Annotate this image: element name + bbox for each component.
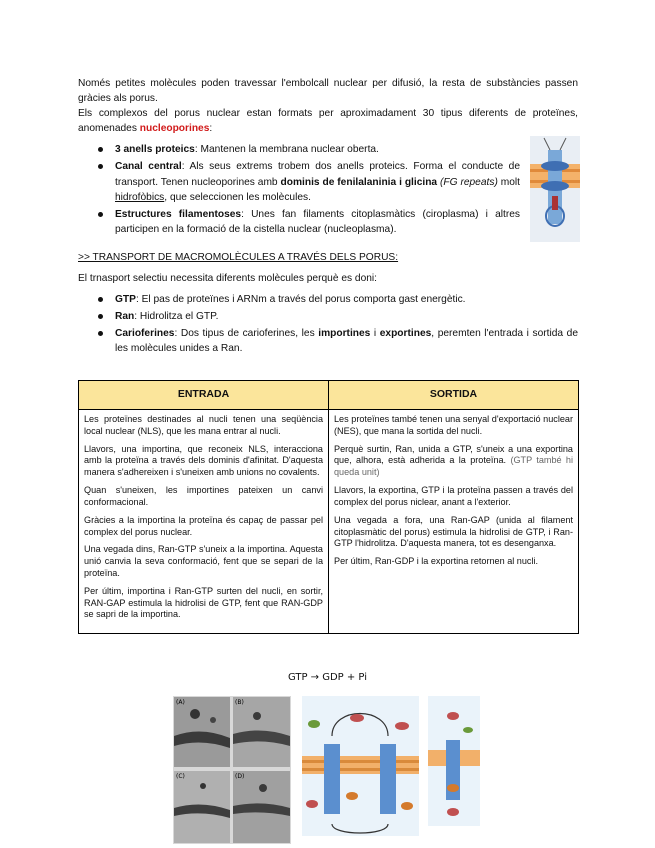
sortida-step: Per últim, Ran-GDP i la exportina retornen al nucli.: [334, 556, 539, 567]
entrada-step: Llavors, una importina, que reconeix NLS, interacciona amb la proteïna a través dels dominis d'afinitat. D'aquesta manera s'adhereixen i s'uneixen amb unions no covalents.: [84, 443, 323, 478]
entrada-step: Les proteïnes destinades al nucli tenen una seqüència local nuclear (NLS), que les mana entrar al nucli.: [84, 414, 323, 436]
list-item: Ran: Hidrolitza el GTP.: [78, 309, 578, 324]
list-item: Carioferines: Dos tipus de carioferines, les importines i exportines, peremten l'entrada i sortida de les molècules unides a Ran.: [78, 326, 578, 356]
ran-cycle-diagram: [302, 696, 419, 836]
list-item: GTP: El pas de proteïnes i ARNm a través del porus comporta gast energètic.: [78, 292, 578, 307]
sortida-step: Una vegada a fora, una Ran-GAP (unida al filament citoplasmàtic del porus) estimula la hidrolisi de GTP, i Ran-GTP l'hidrolitza. D'aquesta manera, tot es desenganxa.: [334, 514, 573, 549]
list-item: Estructures filamentoses: Unes fan filaments citoplasmàtics (ciroplasma) i altres participen en la formació de la cistella nuclear (nucleoplasma).: [78, 207, 520, 237]
header-entrada: ENTRADA: [79, 381, 329, 410]
gtp-formula: GTP → GDP + Pi: [287, 672, 368, 683]
nucleoporines-highlight: nucleoporines: [139, 123, 210, 135]
sortida-step: Perquè surtin, Ran, unida a GTP, s'uneix a una exportina que, alhora, està adherida a la proteïna. (GTP també hi queda unit): [334, 443, 574, 478]
sortida-cell: [329, 410, 579, 634]
header-sortida: SORTIDA: [329, 381, 579, 410]
micrograph-label: (D): [235, 773, 245, 780]
sortida-step: Les proteïnes també tenen una senyal d'exportació nuclear (NES), que mana la sortida del nucli.: [334, 414, 573, 436]
transport-list: [78, 292, 578, 356]
nuclear-pore-figure: [530, 136, 580, 242]
section-intro: El trnasport selectiu necessita diferents molècules perquè es doni:: [78, 273, 377, 285]
list-item: 3 anells proteics: Mantenen la membrana nuclear oberta.: [78, 142, 520, 157]
entrada-step: Gràcies a la importina la proteïna és capaç de passar pel complex del porus nuclear.: [84, 514, 323, 537]
micrograph-label: (C): [176, 773, 185, 780]
micrograph-label: (B): [235, 699, 244, 706]
nucleoporines-paragraph: Els complexos del porus nuclear estan formats per aproximadament 30 tipus diferents de proteïnes, anomenades nucleoporines:: [78, 108, 578, 135]
export-diagram: [428, 696, 480, 826]
list-item: Canal central: Als seus extrems trobem dos anells proteics. Forma el conducte de transport. Tenen nucleoporines amb dominis de fenilalaninia i glicina (FG repeats) molt hidrofòbics, que seleccionen les molècules.: [78, 159, 520, 204]
micrograph-figure: [173, 696, 291, 844]
micrograph-label: (A): [176, 699, 185, 706]
transport-table: [78, 380, 579, 634]
section-heading: >> TRANSPORT DE MACROMOLÈCULES A TRAVÉS DELS PORUS:: [78, 251, 399, 263]
document-body: [78, 76, 578, 359]
sortida-step: Llavors, la exportina, GTP i la proteïna passen a través del complex del porus niclear, anant a l'exterior.: [334, 485, 573, 507]
entrada-step: Quan s'uneixen, les importines pateixen un canvi conformacional.: [84, 485, 323, 507]
intro-paragraph: Només petites molècules poden travessar l'embolcall nuclear per difusió, la resta de substàncies passen gràcies als porus.: [78, 78, 578, 105]
entrada-step: Una vegada dins, Ran-GTP s'uneix a la importina. Aquesta unió canvia la seva conformació, fent que se separi de la proteïna.: [84, 544, 323, 578]
entrada-step: Per últim, importina i Ran-GTP surten del nucli, en sortir, RAN-GAP estimula la hidrolisi de GTP, fent que RAN-GDP se sapri de la importina.: [84, 585, 323, 620]
pore-structure-list: [78, 142, 520, 237]
gtp-note: (GTP també hi queda unit): [334, 455, 574, 478]
entrada-cell: [79, 410, 329, 634]
